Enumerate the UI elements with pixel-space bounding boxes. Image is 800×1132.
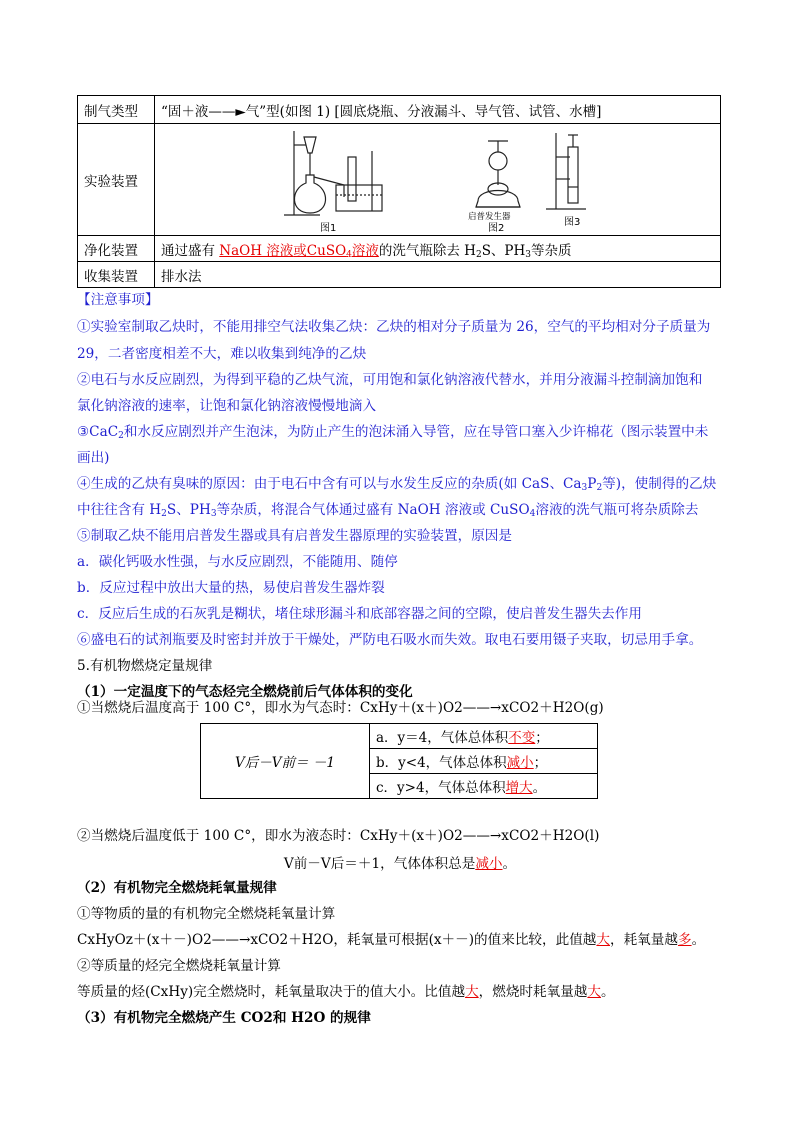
table-header-apparatus: 实验装置: [78, 124, 155, 236]
purification-post2: S、PH: [481, 242, 526, 259]
note-5b: b．反应过程中放出大量的热，易使启普发生器炸裂: [77, 580, 385, 596]
note-3a-pre: ③CaC: [77, 424, 119, 440]
figure-2-drawing: [476, 141, 520, 207]
line6-mid: ，燃烧时耗氧量越: [478, 984, 588, 1000]
line4-end: 。: [691, 932, 706, 948]
answer-more: 多: [677, 932, 692, 948]
section-5-sub1: （1）一定温度下的气态烃完全燃烧前后气体体积的变化: [77, 684, 413, 700]
cuso4-text: CuSO: [306, 242, 347, 259]
note-5a: a．碳化钙吸水性强，与水反应剧烈，不能随用、随停: [77, 554, 398, 570]
note-1a: ①实验室制取乙炔时，不能用排空气法收集乙炔：乙炔的相对分子质量为 26，空气的平均相对分子质量为: [77, 319, 711, 335]
case-c-text: c．y>4，气体总体积: [376, 780, 506, 796]
note-4a-mid: P: [587, 476, 597, 492]
note-4a: ④生成的乙炔有臭味的原因：由于电石中含有可以与水发生反应的杂质(如 CaS、$Ca_3P_2$等)，使制得的乙炔: [77, 476, 717, 493]
section-5-line6: [77, 982, 727, 1002]
fig2-label: 图2: [488, 223, 505, 234]
case-b-text: b．y<4，气体总体积: [376, 755, 507, 771]
volume-case-b: [370, 749, 598, 774]
line6-end: 。: [601, 984, 615, 1000]
line6-text: 等质量的烃(CxHy)完全燃烧时，耗氧量取决于的值大小。比值越: [77, 984, 466, 1000]
section-5-center-line: [0, 852, 800, 872]
section-5-line5: ②等质量的烃完全燃烧耗氧量计算: [77, 958, 281, 974]
note-2a: ②电石与水反应剧烈，为得到平稳的乙炔气流，可用饱和氯化钠溶液代替水，并用分液漏斗控制滴加饱和: [77, 372, 703, 388]
table-header-collection: 收集装置: [78, 262, 155, 288]
answer-cuso4: [307, 243, 379, 259]
center-line-end: 。: [502, 856, 517, 872]
fig2-caption: 启普发生器: [468, 212, 511, 222]
table-header-purification: 净化装置: [78, 236, 155, 262]
note-4b-mid2: 等杂质，将混合气体通过盛有 NaOH 溶液或 CuSO: [216, 502, 530, 518]
answer-naoh: NaOH 溶液: [219, 242, 294, 259]
figure-1-drawing: [284, 131, 382, 215]
case-a-text: a．y＝4，气体总体积: [376, 730, 509, 746]
section-5-sub2: （2）有机物完全燃烧耗氧量规律: [77, 880, 277, 896]
answer-increase: 增大: [505, 780, 533, 796]
answer-decrease: 减小: [506, 755, 534, 771]
note-3a: ③CaC$_2$和水反应剧烈并产生泡沫，为防止产生的泡沫涌入导管，应在导管口塞入少许棉花（图示装置中未: [77, 424, 709, 441]
note-4a-post: 等)，使制得的乙炔: [602, 476, 717, 492]
section-5-line4: [77, 930, 727, 950]
note-5: ⑤制取乙炔不能用启普发生器或具有启普发生器原理的实验装置，原因是: [77, 528, 512, 544]
volume-formula: V后－V前＝ －1: [201, 724, 370, 799]
case-b-end: ；: [533, 755, 548, 771]
section-5-line3: ①等物质的量的有机物完全燃烧耗氧量计算: [77, 906, 336, 922]
purification-text: 通过盛有: [161, 242, 220, 259]
line4-mid: ，耗氧量越: [610, 932, 678, 948]
answer-unchanged: 不变: [508, 730, 536, 746]
section-5-title: 5.有机物燃烧定量规律: [77, 658, 213, 674]
note-5c: c．反应后生成的石灰乳是糊状，堵住球形漏斗和底部容器之间的空隙，使启普发生器失去作用: [77, 606, 642, 622]
apparatus-figures: [280, 127, 610, 235]
cuso4-sub: 4: [346, 249, 352, 260]
note-3a-post: 和水反应剧烈并产生泡沫，为防止产生的泡沫涌入导管，应在导管口塞入少许棉花（图示装置中未: [123, 424, 709, 440]
notes-heading: 【注意事项】: [77, 292, 159, 308]
table-cell-type: “固＋液——►气”型(如图 1) [圆底烧瓶、分液漏斗、导气管、试管、水槽]: [155, 96, 721, 124]
note-4b: 中往往含有 $H_2S$、$PH_3$等杂质，将混合气体通过盛有 NaOH 溶液或 CuSO$_4$溶液的洗气瓶可将杂质除去: [77, 502, 699, 519]
line4-text: CxHyOz＋(x＋－)O2——→xCO2＋H2O，耗氧量可根据(x＋－)的值来比较，此值越: [77, 932, 597, 948]
case-c-end: 。: [532, 780, 547, 796]
purification-post3: 等杂质: [531, 242, 572, 259]
note-4b-pre: 中往往含有 H: [77, 502, 162, 518]
answer-or: 或: [293, 242, 307, 259]
note-4b-mid: S、PH: [166, 502, 211, 518]
case-a-end: ；: [535, 730, 549, 746]
note-1b: 29，二者密度相差不大，难以收集到纯净的乙炔: [77, 346, 367, 362]
note-4b-post: 溶液的洗气瓶可将杂质除去: [535, 502, 699, 518]
answer-larger-oxygen: 大: [587, 984, 601, 1000]
answer-always-decrease: 减小: [475, 856, 503, 872]
purification-post: 的洗气瓶除去 H: [378, 242, 476, 259]
table-cell-purification: 通过盛有 NaOH 溶液或CuSO$_4$溶液的洗气瓶除去 $H_2S$、$PH_3$等杂质: [155, 236, 721, 262]
answer-larger-ratio: 大: [465, 984, 479, 1000]
center-line-text: V前－V后＝＋1，气体体积总是: [283, 856, 476, 872]
cuso4-end: 溶液: [351, 242, 379, 259]
volume-case-a: [370, 724, 598, 749]
volume-change-table: [200, 723, 598, 799]
fig1-label: 图1: [320, 223, 337, 234]
volume-case-c: [370, 774, 598, 799]
table-header-type: 制气类型: [78, 96, 155, 124]
note-4a-pre: ④生成的乙炔有臭味的原因：由于电石中含有可以与水发生反应的杂质(如 CaS、Ca: [77, 476, 582, 492]
figure-3-drawing: [546, 133, 586, 209]
section-5-line2: ②当燃烧后温度低于 100 C°，即水为液态时：CxHy＋(x＋)O2——→xCO2＋H2O(l): [77, 828, 600, 844]
table-cell-collection: 排水法: [155, 262, 721, 288]
section-5-sub3: （3）有机物完全燃烧产生 CO2和 H2O 的规律: [77, 1010, 371, 1026]
fig3-label: 图3: [564, 217, 581, 228]
note-6: ⑥盛电石的试剂瓶要及时密封并放于干燥处，严防电石吸水而失效。取电石要用镊子夹取，切忌用手拿。: [77, 632, 703, 648]
answer-larger: 大: [596, 932, 610, 948]
note-2b: 氯化钠溶液的速率，让饱和氯化钠溶液慢慢地滴入: [77, 398, 377, 414]
section-5-line1: ①当燃烧后温度高于 100 C°，即水为气态时：CxHy＋(x＋)O2——→xCO2＋H2O(g): [77, 700, 604, 716]
note-3b: 画出): [77, 450, 110, 466]
